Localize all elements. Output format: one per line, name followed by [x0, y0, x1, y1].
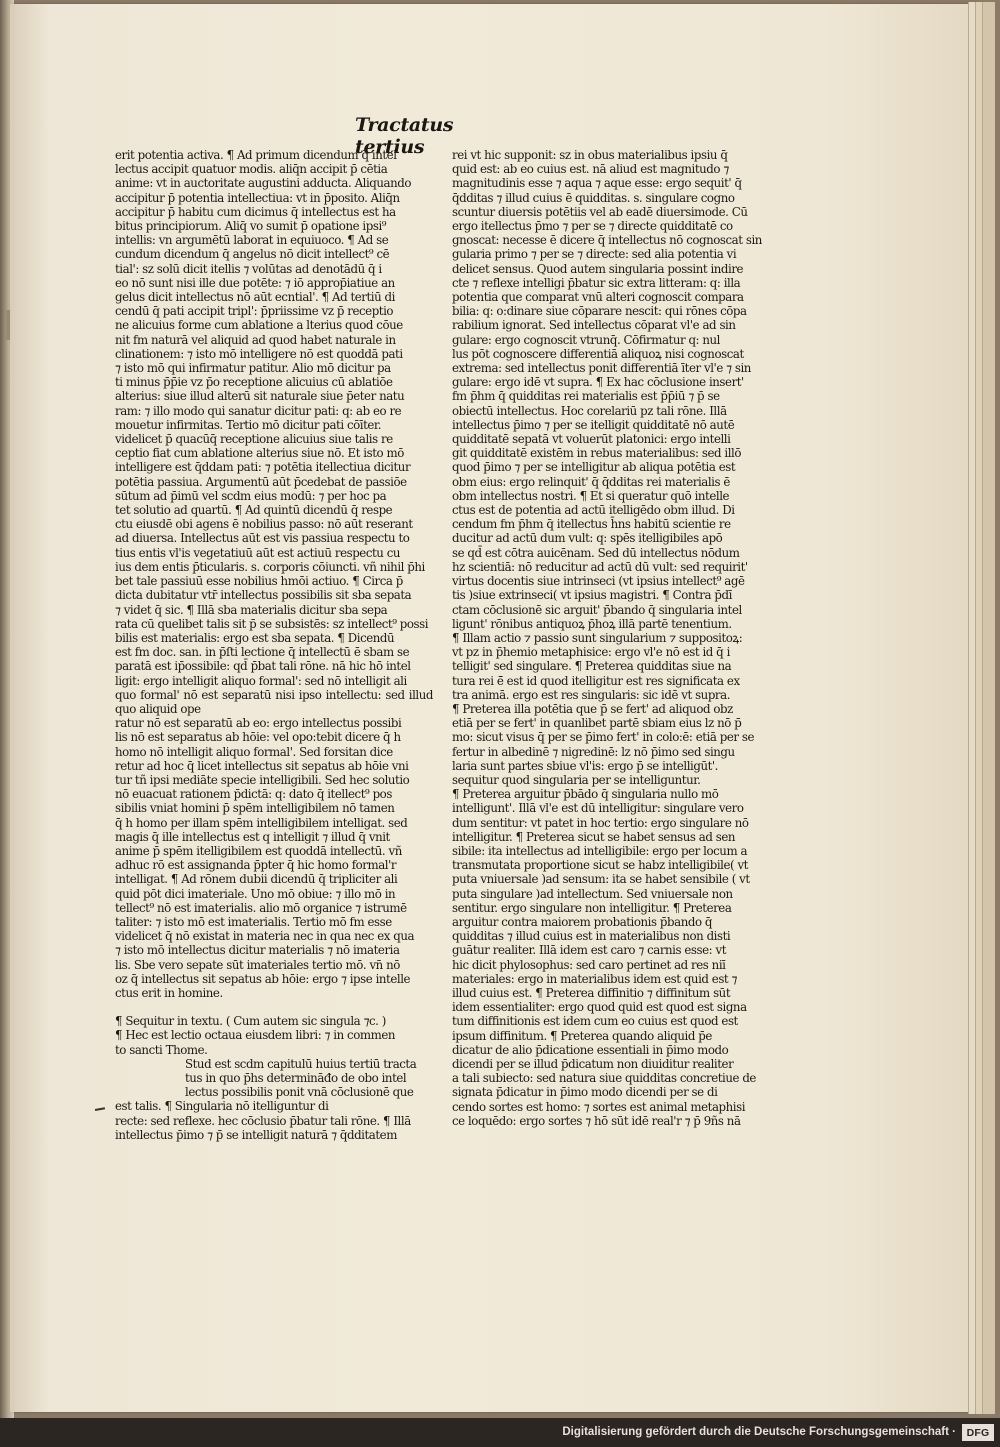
text-line: ce loquēdo: ergo sortes ⁊ hō sūt idē real'r ⁊ p̄ 9ñs nā	[452, 1113, 741, 1128]
text-line: intelligere est q̄ddam pati: ⁊ potētia itellectiua dicitur	[115, 460, 411, 475]
text-line: transmutata proportione sicut se habz intelligibile( vt	[452, 858, 748, 873]
text-line: scuntur diuersis potētiis vel ab eadē diuersimode. Cū	[452, 204, 748, 219]
viewer-footer	[0, 1418, 1000, 1447]
text-line: laria sunt partes sbiue vl'is: ergo p̄ se intelligūt'.	[452, 758, 718, 773]
text-line: nō euacuat rationem p̄dictā: q: dato q̄ itellect⁹ pos	[115, 787, 392, 802]
text-line: ⁊ isto mō qui infirmatur patitur. Alio mō dicitur pa	[115, 361, 391, 376]
text-line: telligit' sed singulare. ¶ Preterea quidditas siue na	[452, 659, 732, 674]
text-line: quid est: ab eo cuius est. nā aliud est magnitudo ⁊	[452, 162, 729, 177]
text-line: obm eius: ergo relinquit' q̄ q̄dditas rei materialis ē	[452, 474, 730, 489]
text-line: dicendi per se illud p̄dicatum non diuiditur realiter	[452, 1057, 734, 1071]
text-line: lus pōt cognoscere differentiā aliquoꝝ nisi cognoscat	[452, 346, 744, 361]
text-line: tet solutio ad quartū. ¶ Ad quintū dicendū q̄ respe	[115, 503, 393, 518]
text-line: ceptio fiat cum ablatione alterius siue nō. Et isto mō	[115, 446, 404, 461]
text-line: sūtum ad p̄imū vel scdm eius modū: ⁊ per hoc pa	[115, 488, 387, 503]
text-line: hic dicit phylosophus: sed caro pertinet ad res niī	[452, 957, 726, 972]
text-line: quo formal' nō est separatū nisi ipso intellectu: sed illud quo aliquid ope	[115, 687, 433, 716]
text-line: paratā est ip̄ossibile: qd̄ p̄bat tali rōne. nā hic hō intel	[115, 659, 411, 674]
text-line: sentitur. ergo singulare non intelligitur. ¶ Preterea	[452, 900, 732, 915]
text-line: mouetur infirmitas. Tertio mō dicitur pati cōīter.	[115, 417, 382, 432]
text-line: tra animā. ergo est res singularis: sic idē vt supra.	[452, 687, 731, 702]
text-line: ad diuersa. Intellectus aūt est vis passiua respectu to	[115, 531, 410, 546]
text-line: extrema: sed intellectus ponit differentiā īter vl'e ⁊ sin	[452, 361, 751, 376]
text-line: cte ⁊ reflexe intelligi p̄batur sic extra litteram: q: illa	[452, 275, 741, 290]
spacer	[115, 1000, 433, 1014]
text-line: intelligat. ¶ Ad rōnem dubii dicendū q̄ tripliciter ali	[115, 872, 398, 887]
text-line: signata p̄dicatur in p̄imo modo dicendi per se di	[452, 1085, 718, 1100]
text-line: guātur realiter. Illā idem est caro ⁊ carnis esse: vt	[452, 943, 726, 958]
right-main-text	[452, 148, 770, 1128]
text-line: mo: sicut visus q̄ per se p̄imo fert' in colo:ē: etiā per se	[452, 730, 755, 745]
text-line: retur ad hoc q̄ licet intellectus sit sepatus ab hōie vni	[115, 758, 409, 773]
text-line: ctam cōclusionē sic arguit' p̄bando q̄ singularia intel	[452, 602, 742, 617]
text-line: cendum fm p̄hm q̄ itellectus h̄ns habitū scientie re	[452, 517, 731, 532]
text-line: est talis. ¶ Singularia nō itelliguntur di	[115, 1099, 329, 1114]
text-line: ligunt' rōnibus antiquoꝝ p̄hoꝝ illā partē tenentium.	[452, 616, 732, 631]
text-line: ⁊ videt q̄ sic. ¶ Illā sba materialis dicitur sba sepa	[115, 602, 388, 617]
text-line: intellis: vn argumētū laborat in equiuoco. ¶ Ad se	[115, 233, 389, 248]
left-main-text	[115, 148, 433, 1000]
text-line: ¶ Preterea arguitur p̄bādo q̄ singularia nullo mō	[452, 787, 719, 802]
text-line: etiā per se fert' in quanlibet partē sbiam eius lz nō p̄	[452, 716, 742, 731]
text-line: tial': sz solū dicit itellis ⁊ volūtas ad denotādū q̄ i	[115, 261, 382, 276]
text-line: ctus erit in homine.	[115, 985, 223, 1000]
text-line: ti minus p̄p̄ie vz p̄o receptione alicuius cū ablatiōe	[115, 375, 393, 390]
right-text-column	[452, 148, 770, 1128]
text-line: ius dem entis p̄ticularis. s. corporis cōiuncti. vñ nihil p̄hi	[115, 559, 425, 574]
text-line: recte: sed reflexe. hec cōclusio p̄batur tali rōne. ¶ Illā	[115, 1113, 411, 1128]
text-line: vt pz in p̄hemio metaphisice: ergo vl'e nō est id q̄ i	[452, 645, 730, 660]
text-line: ram: ⁊ illo modo qui sanatur dicitur pati: q: ab eo re	[115, 403, 402, 418]
text-line: gulare: ergo idē vt supra. ¶ Ex hac cōclusione insert'	[452, 375, 744, 390]
text-line: cendo sortes est homo: ⁊ sortes est animal metaphisi	[452, 1099, 746, 1114]
text-line: bilia: q: o:dinare siue cōparare nescit: qui rōnes cōpa	[452, 304, 747, 319]
text-line: tius entis vl'is vegetatiuū aūt est actiuū respectu cu	[115, 545, 401, 560]
text-line: ne alicuius forme cum ablatione a lterius quod cōue	[115, 318, 403, 333]
page-edge	[968, 2, 975, 1414]
text-line: anime: vt in auctoritate augustini adducta. Aliquando	[115, 176, 412, 191]
text-line: ducitur ad actū dum vult: q: spēs itelligibiles apō	[452, 531, 723, 546]
text-line: tura rei ē̄ est id quod itelligitur est res significata ex	[452, 673, 740, 688]
text-line: quod p̄imo ⁊ per se intelligitur ab aliqua potētia est	[452, 460, 736, 475]
text-line: quid pōt dici imateriale. Uno mō obiue: ⁊ illo mō in	[115, 886, 396, 901]
text-line: magis q̄ ille intellectus est q intelligit ⁊ illud q̄ vnit	[115, 829, 390, 844]
text-line: eo nō sunt nisi ille due potēte: ⁊ iō approp̄iatiue an	[115, 275, 395, 290]
text-line: tus in quo p̄hs determināđo de obo intel	[185, 1071, 407, 1085]
text-line: tis )siue extrinseci( vt ipsius magistri. ¶ Contra p̄dī	[452, 588, 732, 603]
text-line: se qd̄ est cōtra auicēnam. Sed dū intellectus nōdum	[452, 545, 740, 560]
text-line: idem essentialiter: ergo quod quid est quod est signa	[452, 1000, 747, 1015]
text-line: rata cū quelibet talis sit p̄ se subsistēs: sz intellect⁹ possi	[115, 616, 429, 631]
text-line: q̄dditas ⁊ illud cuius ē quidditas. s. singulare cogno	[452, 190, 735, 205]
text-line: ipsum diffinitum. ¶ Preterea quando aliquid p̄e	[452, 1028, 712, 1043]
text-line: Stud est scdm capitulū huius tertiū tracta	[185, 1056, 417, 1071]
text-line: delicet sensus. Quod autem singularia possint indire	[452, 261, 744, 276]
text-line: ⁊ isto mō intellectus dicitur materialis ⁊ nō imateria	[115, 943, 400, 958]
text-line: git quidditatē existēm in rebus materialibus: sed illō	[452, 446, 741, 461]
text-line: intellectus p̄imo ⁊ per se itelligit quidditatē nō autē	[452, 417, 735, 432]
text-line: homo nō intelligit aliquo formal'. Sed forsitan dice	[115, 744, 393, 759]
text-line: sibilis vniat homini p̄ spēm intelligibilem nō tamen	[115, 801, 395, 816]
text-line: nit fm naturā vel aliquid ad quod habet naturale in	[115, 332, 396, 347]
text-line: est fm doc. san. in p̄ſti lectione q̄ intellectū ē sbam se	[115, 645, 410, 660]
text-line: dicta dubitatur vtr̄ intellectus possibilis sit sba sepata	[115, 588, 412, 603]
text-line: lis nō est separatus ab hōie: vel opo:tebit dicere q̄ h	[115, 730, 401, 745]
dfg-logo: DFG	[962, 1424, 994, 1441]
text-line: anime p̄ spēm itelligibilem est quoddā intellectū. vñ	[115, 843, 402, 858]
text-line: adhuc rō est assignanda p̄pter q̄ hic homo formal'r	[115, 858, 397, 873]
text-line: accipitur p̄ habitu cum dicimus q̄ intellectus est ha	[115, 204, 396, 219]
left-text-column	[115, 148, 433, 1142]
text-line: ctus est de potentia ad actū itelligēdo obm illud. Di	[452, 503, 735, 518]
text-line: bilis est materialis: ergo est sba sepata. ¶ Dicendū	[115, 630, 395, 645]
text-line: puta vniuersale )ad sensum: ita se habet sensibile ( vt	[452, 872, 750, 887]
text-line: intelligitur. ¶ Preterea sicut se habet sensus ad sen	[452, 829, 736, 844]
text-line: cendū q̄ pati accipit tripl': p̄priissime vz p̄ receptio	[115, 304, 394, 319]
text-line: materiales: ergo in materialibus idem est quid est ⁊	[452, 971, 737, 986]
text-line: quidditas ⁊ illud cuius est in materialibus non disti	[452, 929, 731, 944]
text-line: videlicet p̄ quacūq̄ receptione alicuius siue talis re	[115, 432, 393, 447]
text-line: obiectū intellectus. Hoc corelariū pz tali rōne. Illā	[452, 403, 727, 418]
text-line: ¶ Preterea illa potētia que p̄ se fert' ad aliquod obz	[452, 701, 733, 716]
text-line: puta singulare )ad intellectum. Sed vniuersale non	[452, 886, 733, 901]
text-line: intellectus p̄imo ⁊ p̄ se intelligit naturā ⁊ q̄dditatem	[115, 1127, 397, 1142]
text-line: lectus accipit quatuor modis. aliq̄n accipit p̄ cētia	[115, 162, 388, 177]
text-line: oz q̄ intellectus sit sepatus ab hōie: ergo ⁊ ipse intelle	[115, 971, 411, 986]
text-line: dicatur de alio p̄dicatione essentiali in p̄imo modo	[452, 1042, 729, 1057]
text-line: ¶ Hec est lectio octaua eiusdem libri: ⁊ in commen	[115, 1028, 396, 1043]
text-line: gularia primo ⁊ per se ⁊ directe: sed alia potentia vi	[452, 247, 737, 262]
text-line: ratur nō est separatū ab eo: ergo intellectus possibi	[115, 716, 402, 731]
text-line: ¶ Illam actio ⁊ passio sunt singularium ⁊ suppositoꝝ:	[452, 630, 743, 645]
text-line: gnoscat: necesse ē dicere q̄ intellectus nō cognoscat sin	[452, 233, 762, 248]
text-line: obm intellectus nostri. ¶ Et si queratur quō intelle	[452, 488, 730, 503]
text-line: rabilium ignorat. Sed intellectus cōparat vl'e ad sin	[452, 318, 736, 333]
text-line: tellect⁹ nō est imaterialis. alio mō organice ⁊ istrumē	[115, 900, 407, 915]
text-line: lis. Sbe vero sepate sūt imateriales tertio mō. vn̄ nō	[115, 957, 400, 972]
running-header: Tractatus tertius	[355, 114, 454, 158]
text-line: dum sentitur: vt patet in hoc tertio: ergo singulare nō	[452, 815, 749, 830]
text-line: gulare: ergo cognoscit vtrunq̄. Cōfirmatur q: nul	[452, 332, 720, 347]
text-line: hz scientiā: nō reducitur ad actū dū vult: sed requirit'	[452, 559, 748, 574]
text-line: bitus principiorum. Aliq̄ vo sumit p̄ opatione ipsi⁹	[115, 219, 387, 234]
text-line: erit potentia activa. ¶ Ad primum dicendum q̄ intel	[115, 148, 397, 162]
text-line: ctu eiusdē obi agens ē nobilius passo: nō aūt reserant	[115, 517, 413, 532]
text-line: alterius: siue illud alterū sit naturale siue p̄eter natu	[115, 389, 405, 404]
text-line: bet tale passiuū esse nobilius hmōi actiuo. ¶ Circa p̄	[115, 574, 403, 589]
text-line: quidditatē sepatā vt voluerūt platonici: ergo intelli	[452, 432, 731, 447]
text-line: fertur in albedinē ⁊ nigredinē: lz nō p̄imo sed singu	[452, 744, 735, 759]
text-line: rei vt hic supponit: sz in obus materialibus ipsiu q̄	[452, 148, 728, 162]
text-line: gelus dicit intellectus nō aūt ecntial'. ¶ Ad tertiū di	[115, 290, 395, 305]
text-line: clinationem: ⁊ isto mō intelligere nō est quoddā pati	[115, 346, 403, 361]
text-line: a tali subiecto: sed natura siue quidditas concretiue de	[452, 1071, 756, 1086]
text-line: cundum dicendum q̄ angelus nō dicit intellect⁹ cē	[115, 247, 390, 262]
text-line: lectus possibilis ponit vnā cōclusionē que	[185, 1085, 414, 1100]
text-line: magnitudinis esse ⁊ aqua ⁊ aque esse: ergo sequit' q̄	[452, 176, 742, 191]
text-line: sibile: ita intellectus ad intelligibile: ergo per locum a	[452, 843, 748, 858]
text-line: accipitur p̄ potentia intellectiua: vt in p̄posito. Aliq̄n	[115, 190, 400, 205]
text-line: potētia passiua. Argumentū aūt p̄cedebat de passiōe	[115, 474, 407, 489]
text-line: intelligunt'. Illā vl'e est dū intelligitur: singulare vero	[452, 801, 744, 816]
text-line: to sancti Thome.	[115, 1042, 208, 1057]
text-line: arguitur contra maiorem probationis p̄bando q̄	[452, 914, 713, 929]
page-edge	[975, 2, 982, 1414]
text-line: ergo itellectus p̄mo ⁊ per se ⁊ directe quidditatē co	[452, 219, 733, 234]
text-line: fm p̄hm q̄ quidditas rei materialis est p̄p̄iū ⁊ p̄ se	[452, 389, 720, 404]
left-section-text	[115, 1014, 433, 1142]
text-line: potentia que comparat vnū alteri cognoscit compara	[452, 290, 744, 305]
text-line: tum diffinitionis est idem cum eo cuius est quod est	[452, 1014, 738, 1029]
text-line: ligit: ergo intelligit aliquo formal': sed nō intelligit ali	[115, 673, 407, 688]
text-line: sequitur quod singularia per se intelliguntur.	[452, 772, 701, 787]
page-edge	[982, 2, 995, 1414]
text-line: q̄ h homo per illam spēm intelligibilem intelligat. sed	[115, 815, 408, 830]
digitization-credit: Digitalisierung gefördert durch die Deutsche Forschungsgemeinschaft ·	[562, 1426, 956, 1438]
text-line: ¶ Sequitur in textu. ( Cum autem sic singula ⁊c. )	[115, 1014, 386, 1029]
text-line: illud cuius est. ¶ Preterea diffinitio ⁊ diffinitum sūt	[452, 985, 731, 1000]
text-line: videlicet q̄ nō existat in materia nec in qua nec ex qua	[115, 929, 415, 944]
text-line: virtus docentis siue intrinseci (vt ipsius intellect⁹ agē	[452, 574, 745, 589]
text-line: tur tñ ipsi mediāte specie intelligibili. Sed hec solutio	[115, 772, 410, 787]
text-line: taliter: ⁊ isto mō est imaterialis. Tertio mō fm esse	[115, 914, 392, 929]
